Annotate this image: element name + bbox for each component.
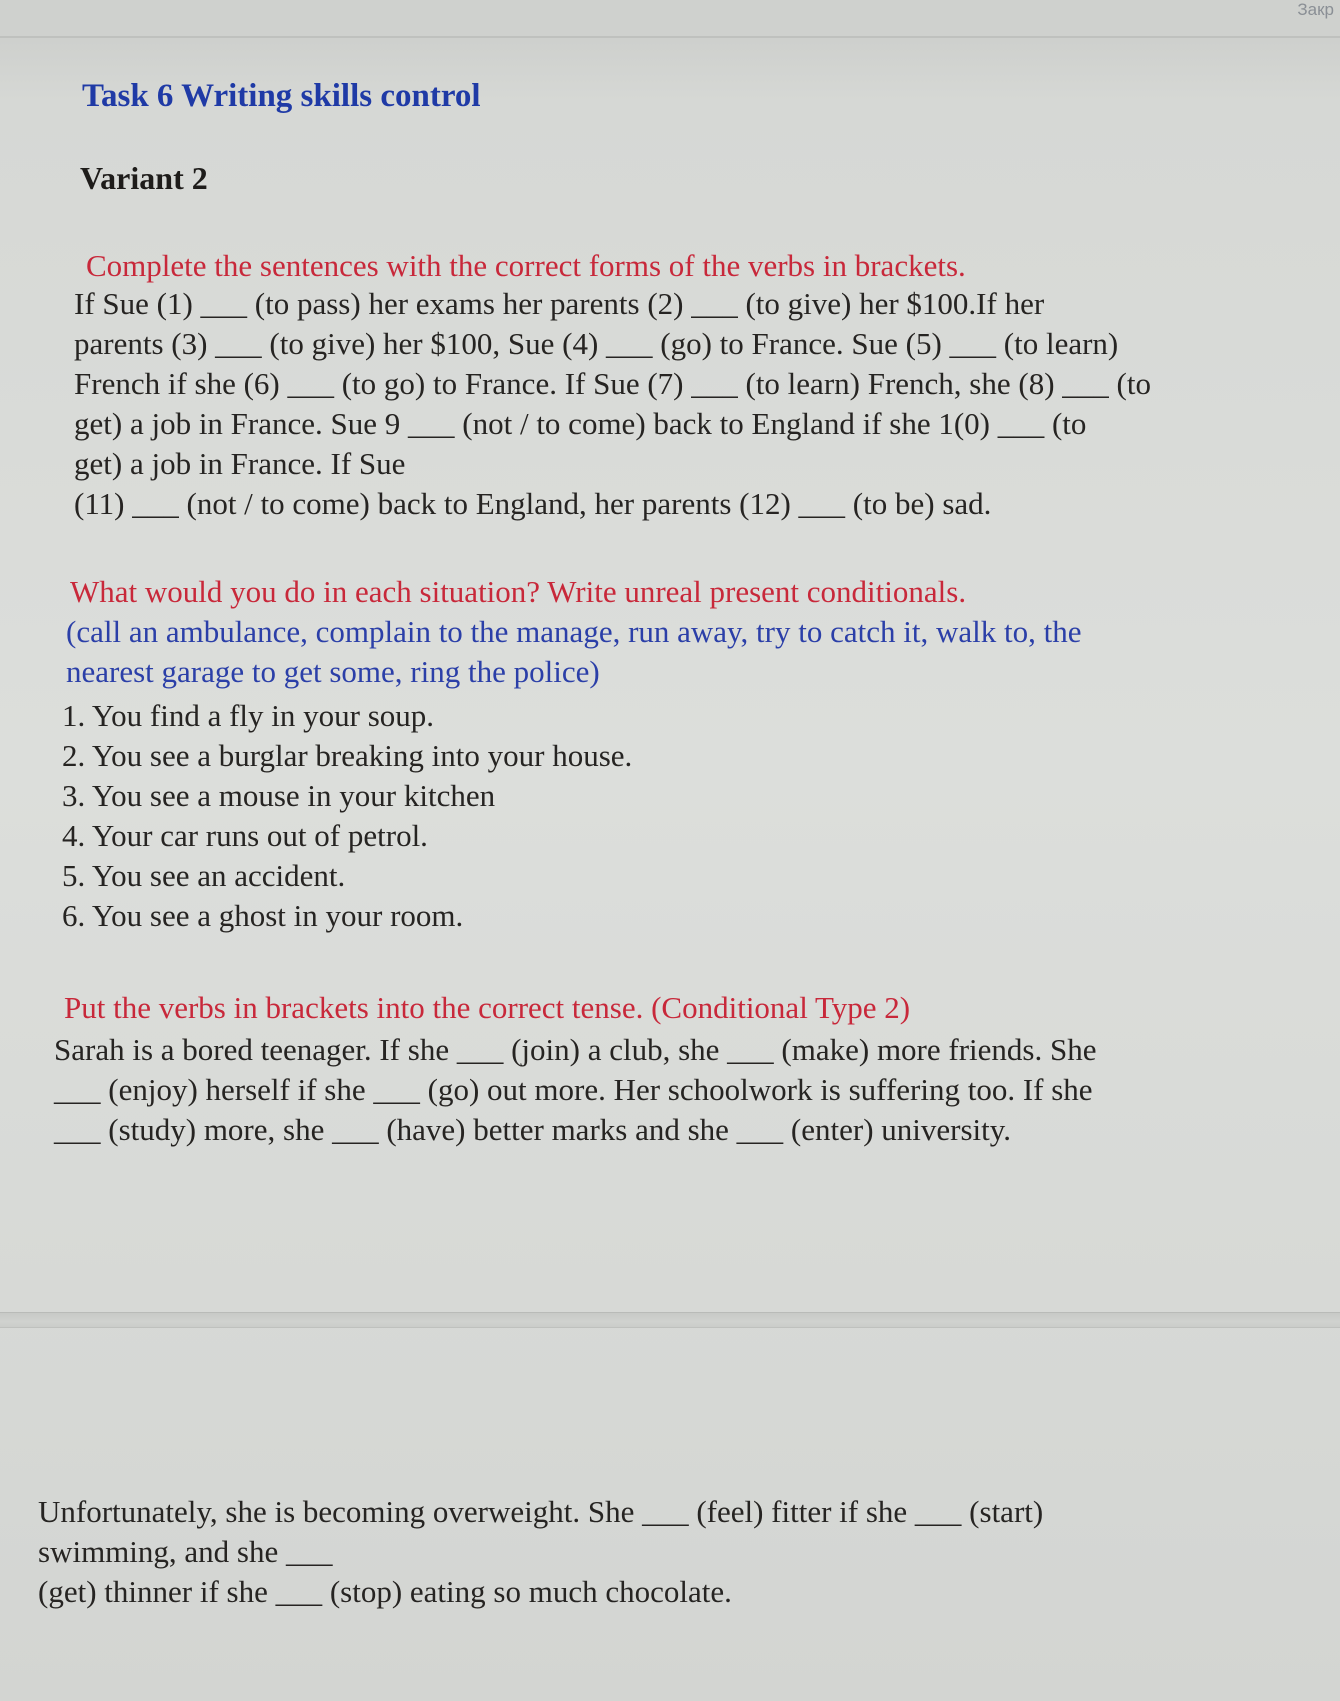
section1-instruction: Complete the sentences with the correct forms of the verbs in brackets. <box>86 248 966 283</box>
section4-line: swimming, and she ___ <box>38 1534 333 1569</box>
section3-instruction: Put the verbs in brackets into the correct tense. (Conditional Type 2) <box>64 990 911 1025</box>
section1-line: (11) ___ (not / to come) back to England, her parents (12) ___ (to be) sad. <box>74 486 992 521</box>
list-item: 1. You find a fly in your soup. <box>62 698 435 733</box>
section1-line: French if she (6) ___ (to go) to France. If Sue (7) ___ (to learn) French, she (8) ___ (to <box>74 366 1151 401</box>
section4-line: (get) thinner if she ___ (stop) eating so much chocolate. <box>38 1574 732 1609</box>
section2-hint <box>66 612 1081 692</box>
hint-line: nearest garage to get some, ring the police) <box>66 654 600 689</box>
list-item: 4. Your car runs out of petrol. <box>62 818 428 853</box>
section2-instruction: What would you do in each situation? Write unreal present conditionals. <box>70 574 967 609</box>
section1-line: If Sue (1) ___ (to pass) her exams her parents (2) ___ (to give) her $100.If her <box>74 286 1045 321</box>
top-tab[interactable]: Закр <box>1297 0 1334 19</box>
section3-line: ___ (enjoy) herself if she ___ (go) out more. Her schoolwork is suffering too. If she <box>54 1072 1093 1107</box>
list-item: 6. You see a ghost in your room. <box>62 898 464 933</box>
situation-list <box>62 696 632 936</box>
list-item: 3. You see a mouse in your kitchen <box>62 778 496 813</box>
section3-line: ___ (study) more, she ___ (have) better marks and she ___ (enter) university. <box>54 1112 1011 1147</box>
section4-line: Unfortunately, she is becoming overweight. She ___ (feel) fitter if she ___ (start) <box>38 1494 1044 1529</box>
section1-line: get) a job in France. Sue 9 ___ (not / to come) back to England if she 1(0) ___ (to <box>74 406 1087 441</box>
section4-text <box>38 1492 1043 1612</box>
page-divider <box>0 1312 1340 1328</box>
section3-line: Sarah is a bored teenager. If she ___ (join) a club, she ___ (make) more friends. She <box>54 1032 1097 1067</box>
variant-heading: Variant 2 <box>80 160 208 196</box>
section1-line: parents (3) ___ (to give) her $100, Sue (4) ___ (go) to France. Sue (5) ___ (to learn) <box>74 326 1119 361</box>
section1-text <box>74 284 1151 524</box>
page-title: Task 6 Writing skills control <box>82 78 481 114</box>
list-item: 5. You see an accident. <box>62 858 346 893</box>
hint-line: (call an ambulance, complain to the manage, run away, try to catch it, walk to, the <box>66 614 1082 649</box>
section1-line: get) a job in France. If Sue <box>74 446 406 481</box>
list-item: 2. You see a burglar breaking into your house. <box>62 738 633 773</box>
section3-text <box>54 1030 1096 1150</box>
top-bar <box>0 0 1340 38</box>
